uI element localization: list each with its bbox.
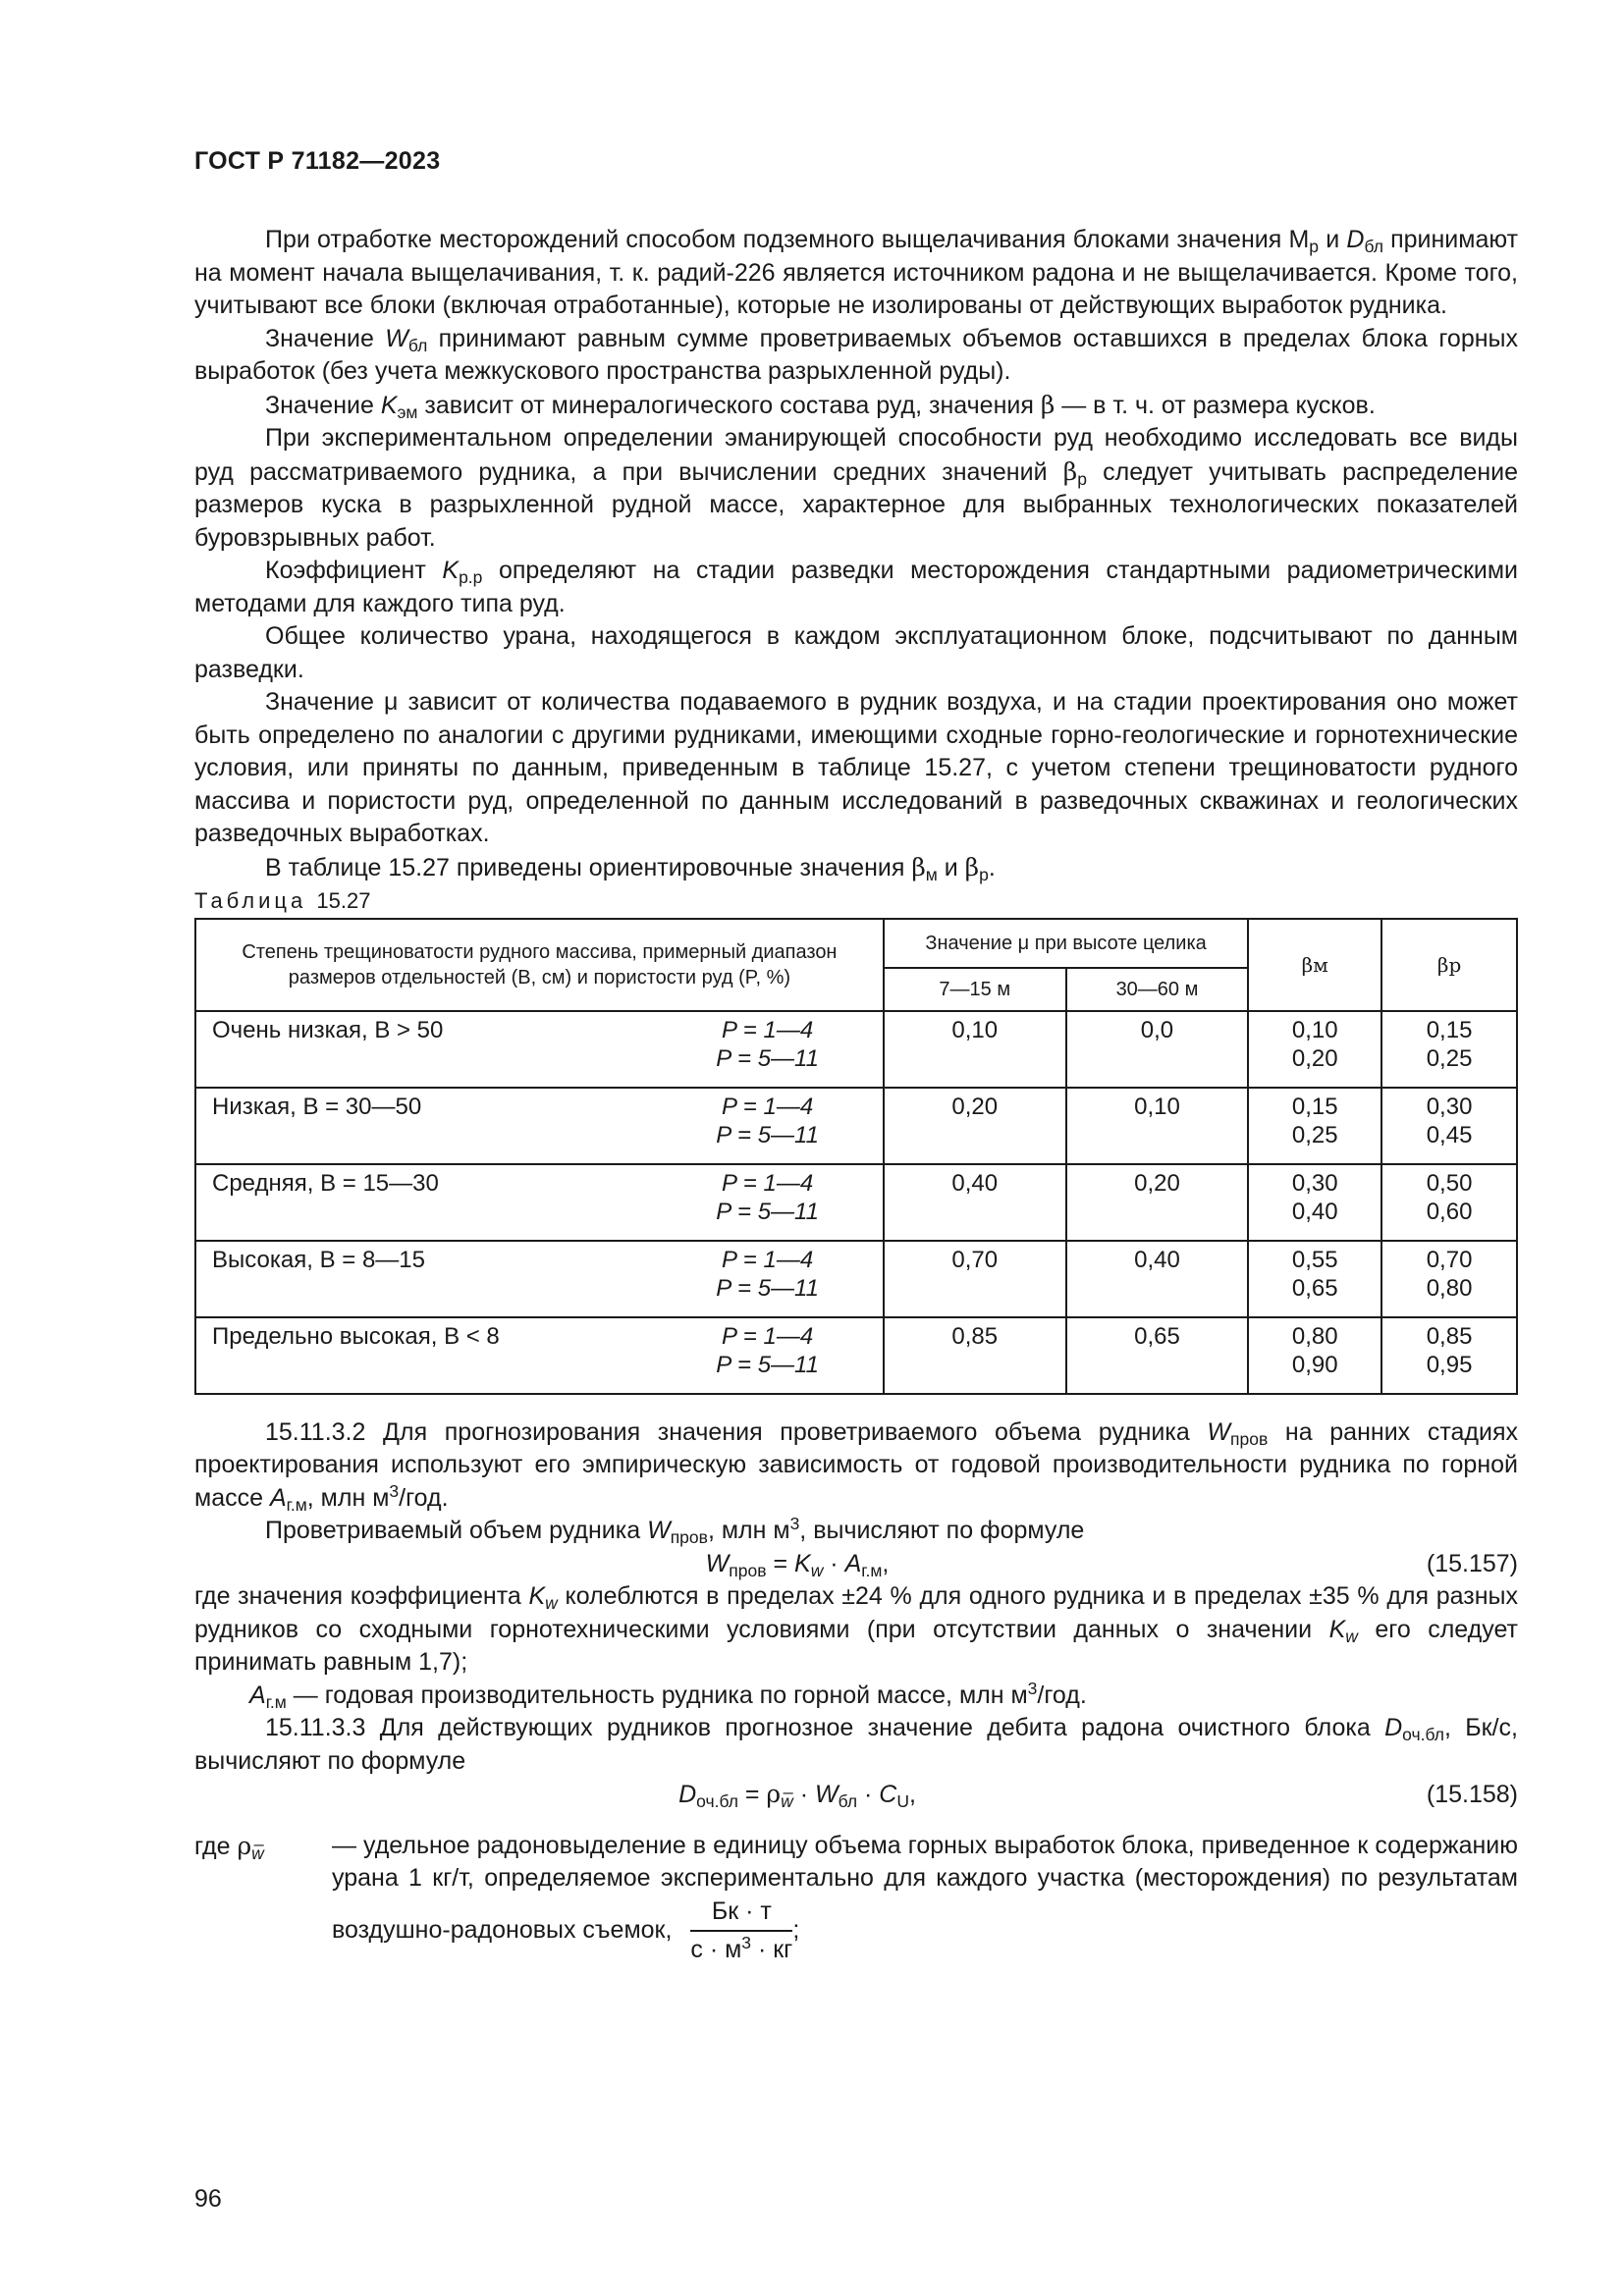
header-mu-2: 30—60 м (1066, 968, 1249, 1011)
definition-A: $A_{г.м}$ — годовая производительность рудника по горной массе, млн $м^3$/год. (249, 1678, 1087, 1712)
paragraph-4: При экспериментальном определении эманирующей способности руд необходимо исследовать все виды руд рассматриваемого рудника, а при вычислении средних значений $\beta_р$ следует учитывать распределение размеров куска в разрыхленной рудной массе, характерное для выбранных технологических показателей буровзрывных работ. (194, 424, 1518, 552)
header-mu-1: 7—15 м (884, 968, 1066, 1011)
paragraph-1: При отработке месторождений способом подземного выщелачивания блоками значения $M_р$ и $D_{бл}$ принимают на момент начала выщелачивания, т. к. радий-226 является источником радона и не выщелачивается. Кроме того, учитывают все блоки (включая отработанные), которые не изолированы от действующих выработок рудника. (194, 226, 1519, 319)
cell-porosity: P = 1—4 P = 5—11 (652, 1241, 884, 1317)
paragraph-7: Значение μ зависит от количества подаваемого в рудник воздуха, и на стадии проектирования оно может быть определено по аналогии с другими рудниками, имеющими сходные горно-геологические и горнотехнические условия, или приняты по данным, приведенным в таблице 15.27, с учетом степени трещиноватости рудного массива и пористости руд, определенной по данным исследований в разведочных скважинах и геологических разведочных выработках. (194, 688, 1518, 847)
cell-mu2: 0,10 (1066, 1088, 1249, 1164)
cell-degree: Очень низкая, B > 50 (195, 1011, 652, 1088)
cell-porosity: P = 1—4 P = 5—11 (652, 1011, 884, 1088)
cell-mu2: 0,40 (1066, 1241, 1249, 1317)
header-mu: Значение μ при высоте целика (884, 919, 1248, 968)
table-row (195, 1164, 1517, 1241)
where-rho-block (194, 1830, 1518, 1967)
cell-beta-p: 0,85 0,95 (1381, 1317, 1517, 1394)
cell-beta-m: 0,80 0,90 (1248, 1317, 1381, 1394)
cell-mu1: 0,70 (884, 1241, 1066, 1317)
table-row (195, 1317, 1517, 1394)
section-15-11-3-2: 15.11.3.2 Для прогнозирования значения проветриваемого объема рудника $W_{пров}$ на ранних стадиях проектирования используют его эмпирическую зависимость от годовой производительности рудника по горной массе $A_{г.м}$, млн $м^3$/год. (194, 1417, 1518, 1515)
table-row (195, 1241, 1517, 1317)
paragraph-3: Значение $K_{эм}$ зависит от минералогического состава руд, значения β — в т. ч. от размера кусков. (265, 390, 1376, 422)
paragraph-6: Общее количество урана, находящегося в каждом эксплуатационном блоке, подсчитывают по данным разведки. (194, 622, 1518, 683)
table-row (195, 1011, 1517, 1088)
formula-15-157: $W_{пров} = K_w \cdot A_{г.м}$, (15.157) (705, 1549, 1518, 1580)
unit-fraction: $\frac{Бк \cdot т}{с \cdot м^3 \cdot кг}$ (690, 1896, 793, 1963)
cell-mu1: 0,85 (884, 1317, 1066, 1394)
cell-degree: Предельно высокая, B < 8 (195, 1317, 652, 1394)
header-degree: Степень трещиноватости рудного массива, примерный диапазон размеров отдельностей (B, см) и пористости руд (P, %) (195, 919, 884, 1011)
cell-mu2: 0,20 (1066, 1164, 1249, 1241)
where-label: где $\rho_{w̅}$ (194, 1831, 264, 1863)
formula-number: (15.157) (1426, 1549, 1518, 1577)
cell-mu2: 0,65 (1066, 1317, 1249, 1394)
table-caption: Таблица 15.27 (194, 888, 371, 913)
cell-porosity: P = 1—4 P = 5—11 (652, 1317, 884, 1394)
document-body (194, 224, 1518, 1967)
cell-beta-p: 0,30 0,45 (1381, 1088, 1517, 1164)
section-15-11-3-3: 15.11.3.3 Для действующих рудников прогнозное значение дебита радона очистного блока $D_{оч.бл}$, Бк/с, вычисляют по формуле (194, 1714, 1518, 1775)
cell-beta-m: 0,55 0,65 (1248, 1241, 1381, 1317)
cell-mu1: 0,10 (884, 1011, 1066, 1088)
table-row (195, 1088, 1517, 1164)
paragraph-2: Значение $W_{бл}$ принимают равным сумме проветриваемых объемов оставшихся в пределах блока горных выработок (без учета межкускового пространства разрыхленной руды). (194, 324, 1519, 385)
cell-beta-p: 0,70 0,80 (1381, 1241, 1517, 1317)
cell-mu1: 0,20 (884, 1088, 1066, 1164)
formula-where: где значения коэффициента $K_w$ колеблются в пределах ±24 % для одного рудника и в пределах ±35 % для разных рудников со сходными горнотехническими условиями (при отсутствии данных о значении $K_w$ его следует принимать равным 1,7); (194, 1582, 1518, 1676)
where-rho-text: — удельное радоновыделение в единицу объема горных выработок блока, приведенное к содержанию урана 1 кг/т, определяемое экспериментально для каждого участка (месторождения) по результатам воздушно-радоновых съемок, $\frac{Бк \cdot т}{с \cdot м^3 \cdot кг}$ ; (332, 1830, 1518, 1967)
formula-15-158: $D_{оч.бл} = \rho_{w̅} \cdot W_{бл} \cdot C_U$, (15.158) (678, 1780, 1518, 1811)
cell-mu2: 0,0 (1066, 1011, 1249, 1088)
paragraph-5: Коэффициент $K_{р.р}$ определяют на стадии разведки месторождения стандартными радиометрическими методами для каждого типа руд. (194, 557, 1518, 617)
cell-beta-m: 0,10 0,20 (1248, 1011, 1381, 1088)
cell-beta-p: 0,50 0,60 (1381, 1164, 1517, 1241)
cell-porosity: P = 1—4 P = 5—11 (652, 1088, 884, 1164)
cell-degree: Высокая, B = 8—15 (195, 1241, 652, 1317)
data-table (194, 918, 1518, 1395)
cell-beta-m: 0,30 0,40 (1248, 1164, 1381, 1241)
paragraph-8: В таблице 15.27 приведены ориентировочные значения $\beta_м$ и $\beta_р$. (265, 852, 996, 884)
formula-number: (15.158) (1426, 1781, 1518, 1808)
cell-beta-m: 0,15 0,25 (1248, 1088, 1381, 1164)
header-beta-m: βм (1248, 919, 1381, 1011)
header-beta-p: βр (1381, 919, 1517, 1011)
document-header: ГОСТ Р 71182—2023 (194, 147, 441, 175)
cell-porosity: P = 1—4 P = 5—11 (652, 1164, 884, 1241)
formula-intro: Проветриваемый объем рудника $W_{пров}$, млн $м^3$, вычисляют по формуле (265, 1514, 1085, 1547)
cell-degree: Средняя, B = 15—30 (195, 1164, 652, 1241)
page-number: 96 (194, 2185, 222, 2213)
cell-mu1: 0,40 (884, 1164, 1066, 1241)
cell-beta-p: 0,15 0,25 (1381, 1011, 1517, 1088)
cell-degree: Низкая, B = 30—50 (195, 1088, 652, 1164)
